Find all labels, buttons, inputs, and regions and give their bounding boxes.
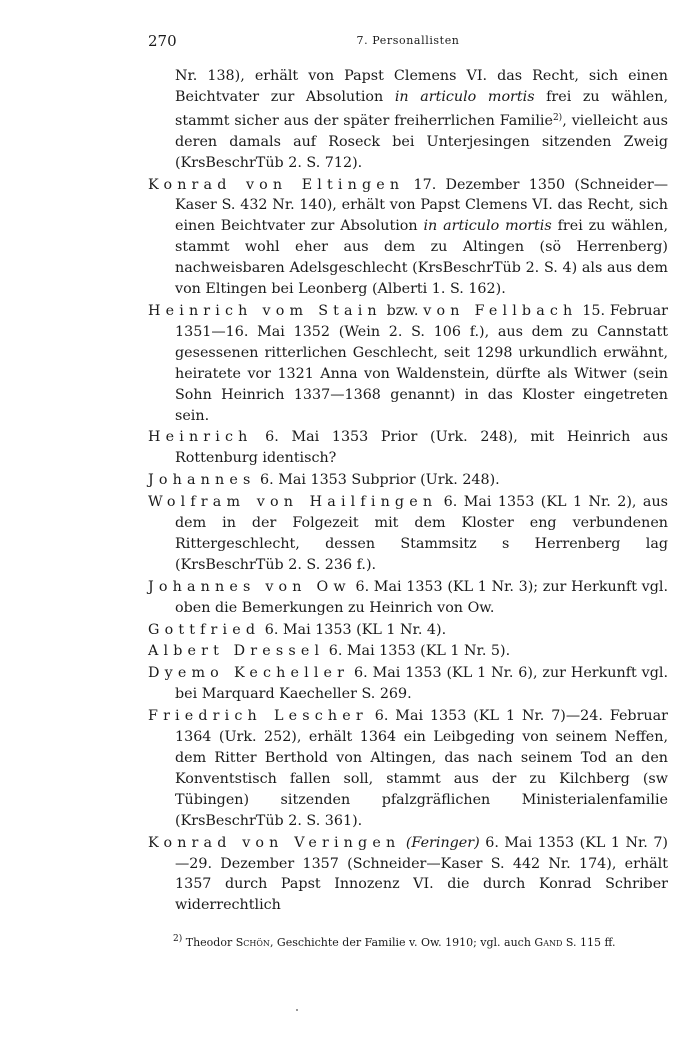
list-item: Heinrich 6. Mai 1353 Prior (Urk. 248), mit Heinrich aus Rottenburg identisch? xyxy=(148,429,668,467)
page-body xyxy=(148,66,668,917)
list-item: Dyemo Kecheller 6. Mai 1353 (KL 1 Nr. 6), zur Herkunft vgl. bei Marquard Kaecheller S. 269. xyxy=(148,665,668,703)
list-item: Johannes 6. Mai 1353 Subprior (Urk. 248). xyxy=(148,472,500,489)
list-item: Friedrich Lescher 6. Mai 1353 (KL 1 Nr. 7)—24. Februar 1364 (Urk. 252), erhält 1364 ein Leibgeding von seinem Neffen, dem Ritter Berthold von Altingen, das nach seinem Tod an den Konventstisch fallen soll, stammt aus der zu Kilchberg (sw Tübingen) sitzenden pfalzgräflichen Ministerialenfamilie (KrsBeschrTüb 2. S. 361). xyxy=(148,708,668,829)
footnote: $^{2)}$ Theodor Schön, Geschichte der Familie v. Ow. 1910; vgl. auch Gand S. 115 ff. xyxy=(173,934,616,949)
running-head: 7. Personallisten xyxy=(356,34,460,47)
page-number: 270 xyxy=(148,32,177,50)
person-name: Konrad von Eltingen xyxy=(148,176,405,193)
list-item: Heinrich vom Stain bzw. von Fellbach 15. Februar 1351—16. Mai 1352 (Wein 2. S. 106 f.), aus dem zu Cannstatt gesessenen ritterlichen Geschlecht, seit 1298 urkundlich erwähnt, heiratete vor 1321 Anna von Waldenstein, dürfte als Witwer (sein Sohn Heinrich 1337—1368 genannt) in das Kloster eingetreten sein. xyxy=(148,302,668,424)
list-item: Gottfried 6. Mai 1353 (KL 1 Nr. 4). xyxy=(148,621,447,638)
list-item: Johannes von Ow 6. Mai 1353 (KL 1 Nr. 3); zur Herkunft vgl. oben die Bemerkungen zu Heinrich von Ow. xyxy=(148,578,668,616)
person-name: Johannes xyxy=(148,472,256,489)
person-name: Gottfried xyxy=(148,621,261,638)
person-name: Friedrich Lescher xyxy=(148,708,368,725)
person-name: Konrad von Veringen xyxy=(148,834,401,851)
person-name: Dyemo Kecheller xyxy=(148,665,350,682)
list-item: Konrad von Eltingen 17. Dezember 1350 (Schneider—Kaser S. 432 Nr. 140), erhält von Papst Clemens VI. das Recht, sich einen Beichtvater zur Absolution in articulo mortis frei zu wählen, stammt wohl eher aus dem zu Altingen (sö Herrenberg) nachweisbaren Adelsgeschlecht (KrsBeschrTüb 2. S. 4) als aus dem von Eltingen bei Leonberg (Alberti 1. S. 162). xyxy=(148,176,669,298)
list-item: Konrad von Veringen (Feringer) 6. Mai 1353 (KL 1 Nr. 7)—29. Dezember 1357 (Schneider—Kaser S. 442 Nr. 174), erhält 1357 durch Papst Innozenz VI. die durch Konrad Schriber widerrechtlich xyxy=(148,834,669,914)
footnote-mark: 2) xyxy=(173,934,183,944)
person-name: Albert Dressel xyxy=(148,643,325,660)
list-item: Wolfram von Hailfingen 6. Mai 1353 (KL 1 Nr. 2), aus dem in der Folgezeit mit dem Kloster eng verbundenen Rittergeschlecht, dessen Stammsitz s Herrenberg lag (KrsBeschrTüb 2. S. 236 f.). xyxy=(148,494,668,573)
name-variant: (Feringer) xyxy=(405,834,480,851)
person-name: Johannes von Ow xyxy=(148,578,351,595)
page-header xyxy=(148,32,668,54)
footnote-reference: 2) xyxy=(552,112,563,123)
list-item: Albert Dressel 6. Mai 1353 (KL 1 Nr. 5). xyxy=(148,643,511,660)
page-mark xyxy=(296,1009,298,1011)
person-name: Heinrich vom Stain xyxy=(148,302,382,319)
person-name: Wolfram von Hailfingen xyxy=(148,494,438,511)
person-name-alt: von Fellbach xyxy=(423,302,578,319)
continued-entry: Nr. 138), erhält von Papst Clemens VI. das Recht, sich einen Beichtvater zur Absolution in articulo mortis frei zu wählen, stammt sicher aus der später freiherrlichen Familie$^{2)}$, vielleicht aus deren damals auf Roseck bei Unterjesingen sitzenden Zweig (KrsBeschrTüb 2. S. 712). xyxy=(175,68,668,171)
person-name: Heinrich xyxy=(148,429,253,446)
